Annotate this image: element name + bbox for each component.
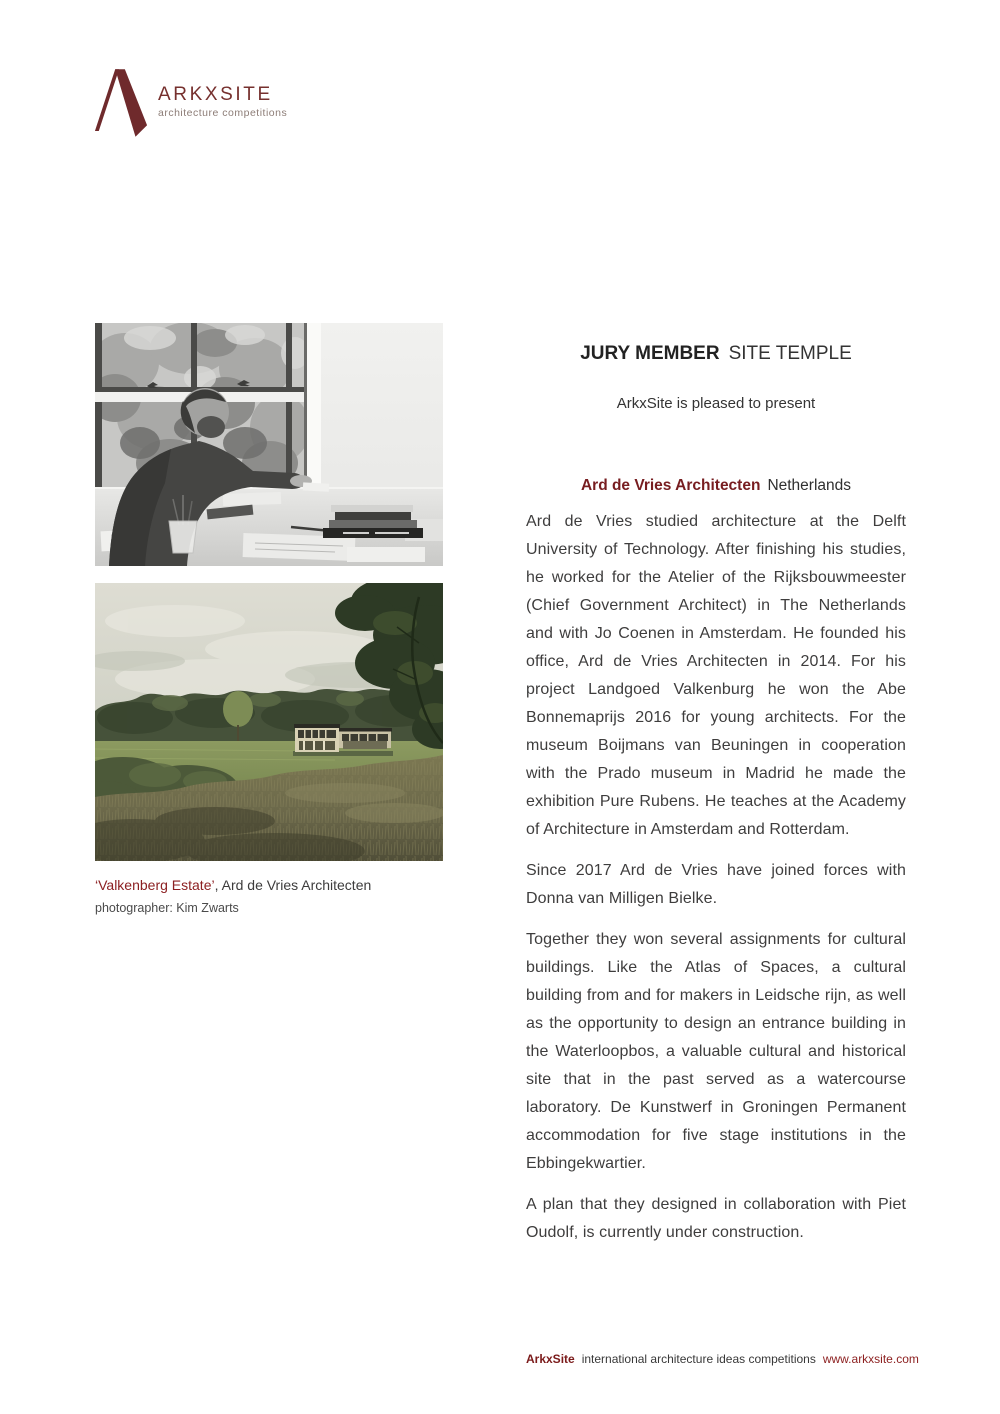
caption-photographer: photographer: Kim Zwarts [95, 901, 239, 915]
bio-paragraph: Together they won several assignments for cultural buildings. Like the Atlas of Spaces, a cultural building from and for makers in Leidsche rijn, as well as the opportunity to design an entrance building in the Waterloopbos, a valuable cultural and historical site that in the past served as a watercourse laboratory. De Kunstwerf in Groningen Permanent accommodation for five stage institutions in the Ebbingekwartier. [526, 931, 906, 1172]
brand-tagline: architecture competitions [158, 107, 288, 119]
footer-url[interactable]: www.arkxsite.com [822, 1352, 919, 1366]
caption-credit: , Ard de Vries Architecten [214, 877, 372, 893]
landscape-photo [95, 583, 443, 861]
caption-title: ‘Valkenberg Estate’ [95, 877, 215, 893]
jury-country: Netherlands [767, 476, 852, 494]
portrait-photo [95, 323, 443, 566]
brand-wordmark: ARKXSITE [158, 84, 273, 105]
logo-text [158, 68, 287, 119]
footer-tagline: international architecture ideas competitions [581, 1352, 816, 1366]
jury-name: Ard de Vries Architecten [580, 476, 761, 494]
bio-paragraph: Ard de Vries studied architecture at the Delft University of Technology. After finishing his studies, he worked for the Atelier of the Rijksbouwmeester (Chief Government Architect) in The Netherlands and with Jo Coenen in Amsterdam. He founded his office, Ard de Vries Architecten in 2014. For his project Landgoed Valkenburg he won the Abe Bonnemaprijs 2016 for young architects. For the museum Boijmans van Beuningen in cooperation with the Prado museum in Madrid he made the exhibition Pure Rubens. He teaches at the Academy of Architecture in Amsterdam and Rotterdam. [526, 513, 906, 838]
photo-caption [95, 873, 485, 918]
footer [526, 1351, 919, 1367]
footer-brand: ArkxSite [526, 1352, 575, 1366]
bio-paragraph: Since 2017 Ard de Vries have joined forces with Donna van Milligen Bielke. [526, 862, 906, 907]
intro-line: ArkxSite is pleased to present [616, 395, 816, 412]
jury-name-line [526, 477, 906, 495]
bio [526, 508, 906, 1260]
logo [93, 68, 287, 138]
jury-title-bold: JURY MEMBER [580, 342, 720, 364]
bio-paragraph: A plan that they designed in collaboration with Piet Oudolf, is currently under construction. [526, 1196, 906, 1241]
jury-header [526, 343, 906, 365]
caption-credit-line [95, 873, 485, 898]
jury-title-event: SITE TEMPLE [728, 342, 852, 364]
arkxsite-logo-icon [93, 68, 149, 138]
